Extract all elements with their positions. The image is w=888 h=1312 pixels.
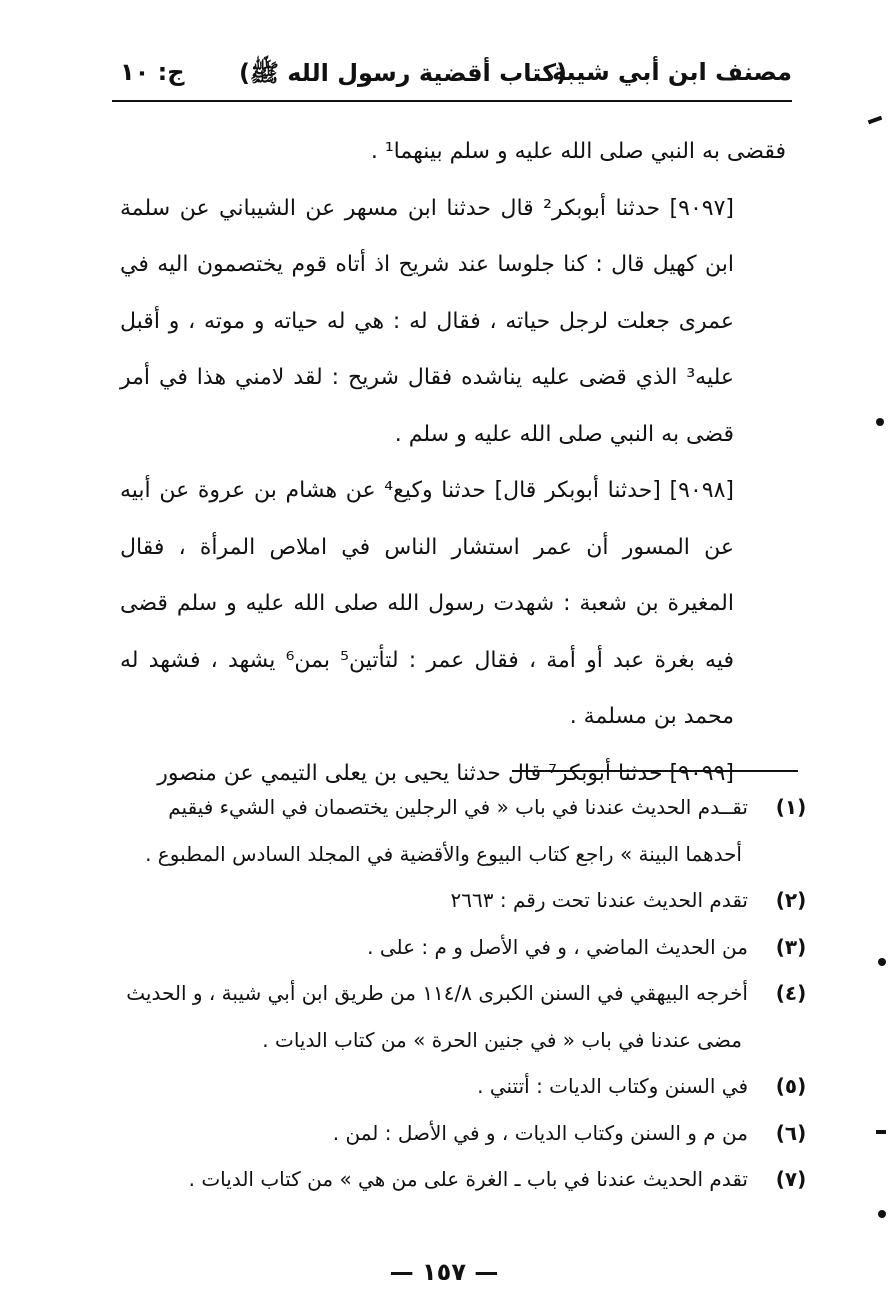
hadith-9098: [٩٠٩٨] [حدثنا أبوبكر قال] حدثنا وكيع⁴ عن هشام بن عروة عن أبيه عن المسور أن عمر استشار الناس في املاص المرأة ، فقال المغيرة بن شعبة : شهدت رسول الله صلى الله عليه و سلم قضى فيه بغرة عبد أو أمة ، فقال عمر : لتأتين⁵ بمن⁶ يشهد ، فشهد له محمد بن مسلمة . <box>120 478 734 729</box>
footnote-text: تقــدم الحديث عندنا في باب « في الرجلين يختصمان في الشيء فيقيم أحدهما البينة » راجع كتاب البيوع والأقضية في المجلد السادس المطبوع . <box>145 795 748 866</box>
footnote <box>118 1156 807 1203</box>
running-header <box>112 52 792 98</box>
scan-mark <box>868 116 883 125</box>
scan-mark <box>876 1130 886 1134</box>
footnote-number: (١) <box>775 795 807 819</box>
footnote-text: من م و السنن وكتاب الديات ، و في الأصل : لمن . <box>332 1120 748 1145</box>
footnote-divider <box>512 770 798 772</box>
footnote-text: تقدم الحديث عندنا تحت رقم : ٢٦٦٣ <box>450 888 748 912</box>
footnote-text: أخرجه البيهقي في السنن الكبرى ١١٤/٨ من طريق ابن أبي شيبة ، و الحديث مضى عندنا في باب « في جنين الحرة » من كتاب الديات . <box>126 981 748 1052</box>
footnote-text: تقدم الحديث عندنا في باب ـ الغرة على من هي » من كتاب الديات . <box>188 1167 748 1191</box>
footnote-number: (٣) <box>775 934 807 959</box>
header-divider <box>112 100 792 102</box>
volume-number: ج: ١٠ <box>120 58 185 86</box>
footnote-text: في السنن وكتاب الديات : أتتني . <box>477 1074 748 1098</box>
paragraph-continuation: فقضى به النبي صلى الله عليه و سلم بينهما¹ . <box>370 139 786 164</box>
footnote-number: (٦) <box>775 1120 807 1145</box>
footnote-number: (٥) <box>775 1074 807 1098</box>
footnote-number: (٢) <box>775 888 807 912</box>
footnote-text: من الحديث الماضي ، و في الأصل و م : على . <box>367 934 748 959</box>
footnote <box>118 924 807 971</box>
footnote <box>118 970 807 1063</box>
page-number: — ١٥٧ — <box>389 1258 499 1286</box>
footnotes <box>118 784 807 1203</box>
hadith-9099: [٩٠٩٩] حدثنا أبوبكر⁷ قال حدثنا يحيى بن يعلى التيمي عن منصور <box>157 760 734 786</box>
footnote <box>118 877 807 924</box>
chapter-title: (كتاب أقضية رسول الله ﷺ) <box>238 59 567 87</box>
footnote <box>118 1110 807 1157</box>
book-title: مصنف ابن أبي شيبة <box>551 58 792 86</box>
main-text <box>120 124 786 802</box>
scan-mark <box>876 418 884 426</box>
footnote <box>118 784 807 877</box>
footnote-number: (٤) <box>775 981 807 1005</box>
footnote <box>118 1063 807 1110</box>
scan-mark <box>878 958 886 966</box>
footnote-number: (٧) <box>775 1167 807 1191</box>
scan-mark <box>878 1210 886 1218</box>
hadith-9097: [٩٠٩٧] حدثنا أبوبكر² قال حدثنا ابن مسهر عن الشيباني عن سلمة ابن كهيل قال : كنا جلوسا عند شريح اذ أتاه قوم يختصمون اليه في عمرى جعلت لرجل حياته ، فقال له : هي له حياته و موته ، و أقبل عليه³ الذي قضى عليه يناشده فقال شريح : لقد لامني هذا في أمر قضى به النبي صلى الله عليه و سلم . <box>120 195 734 447</box>
